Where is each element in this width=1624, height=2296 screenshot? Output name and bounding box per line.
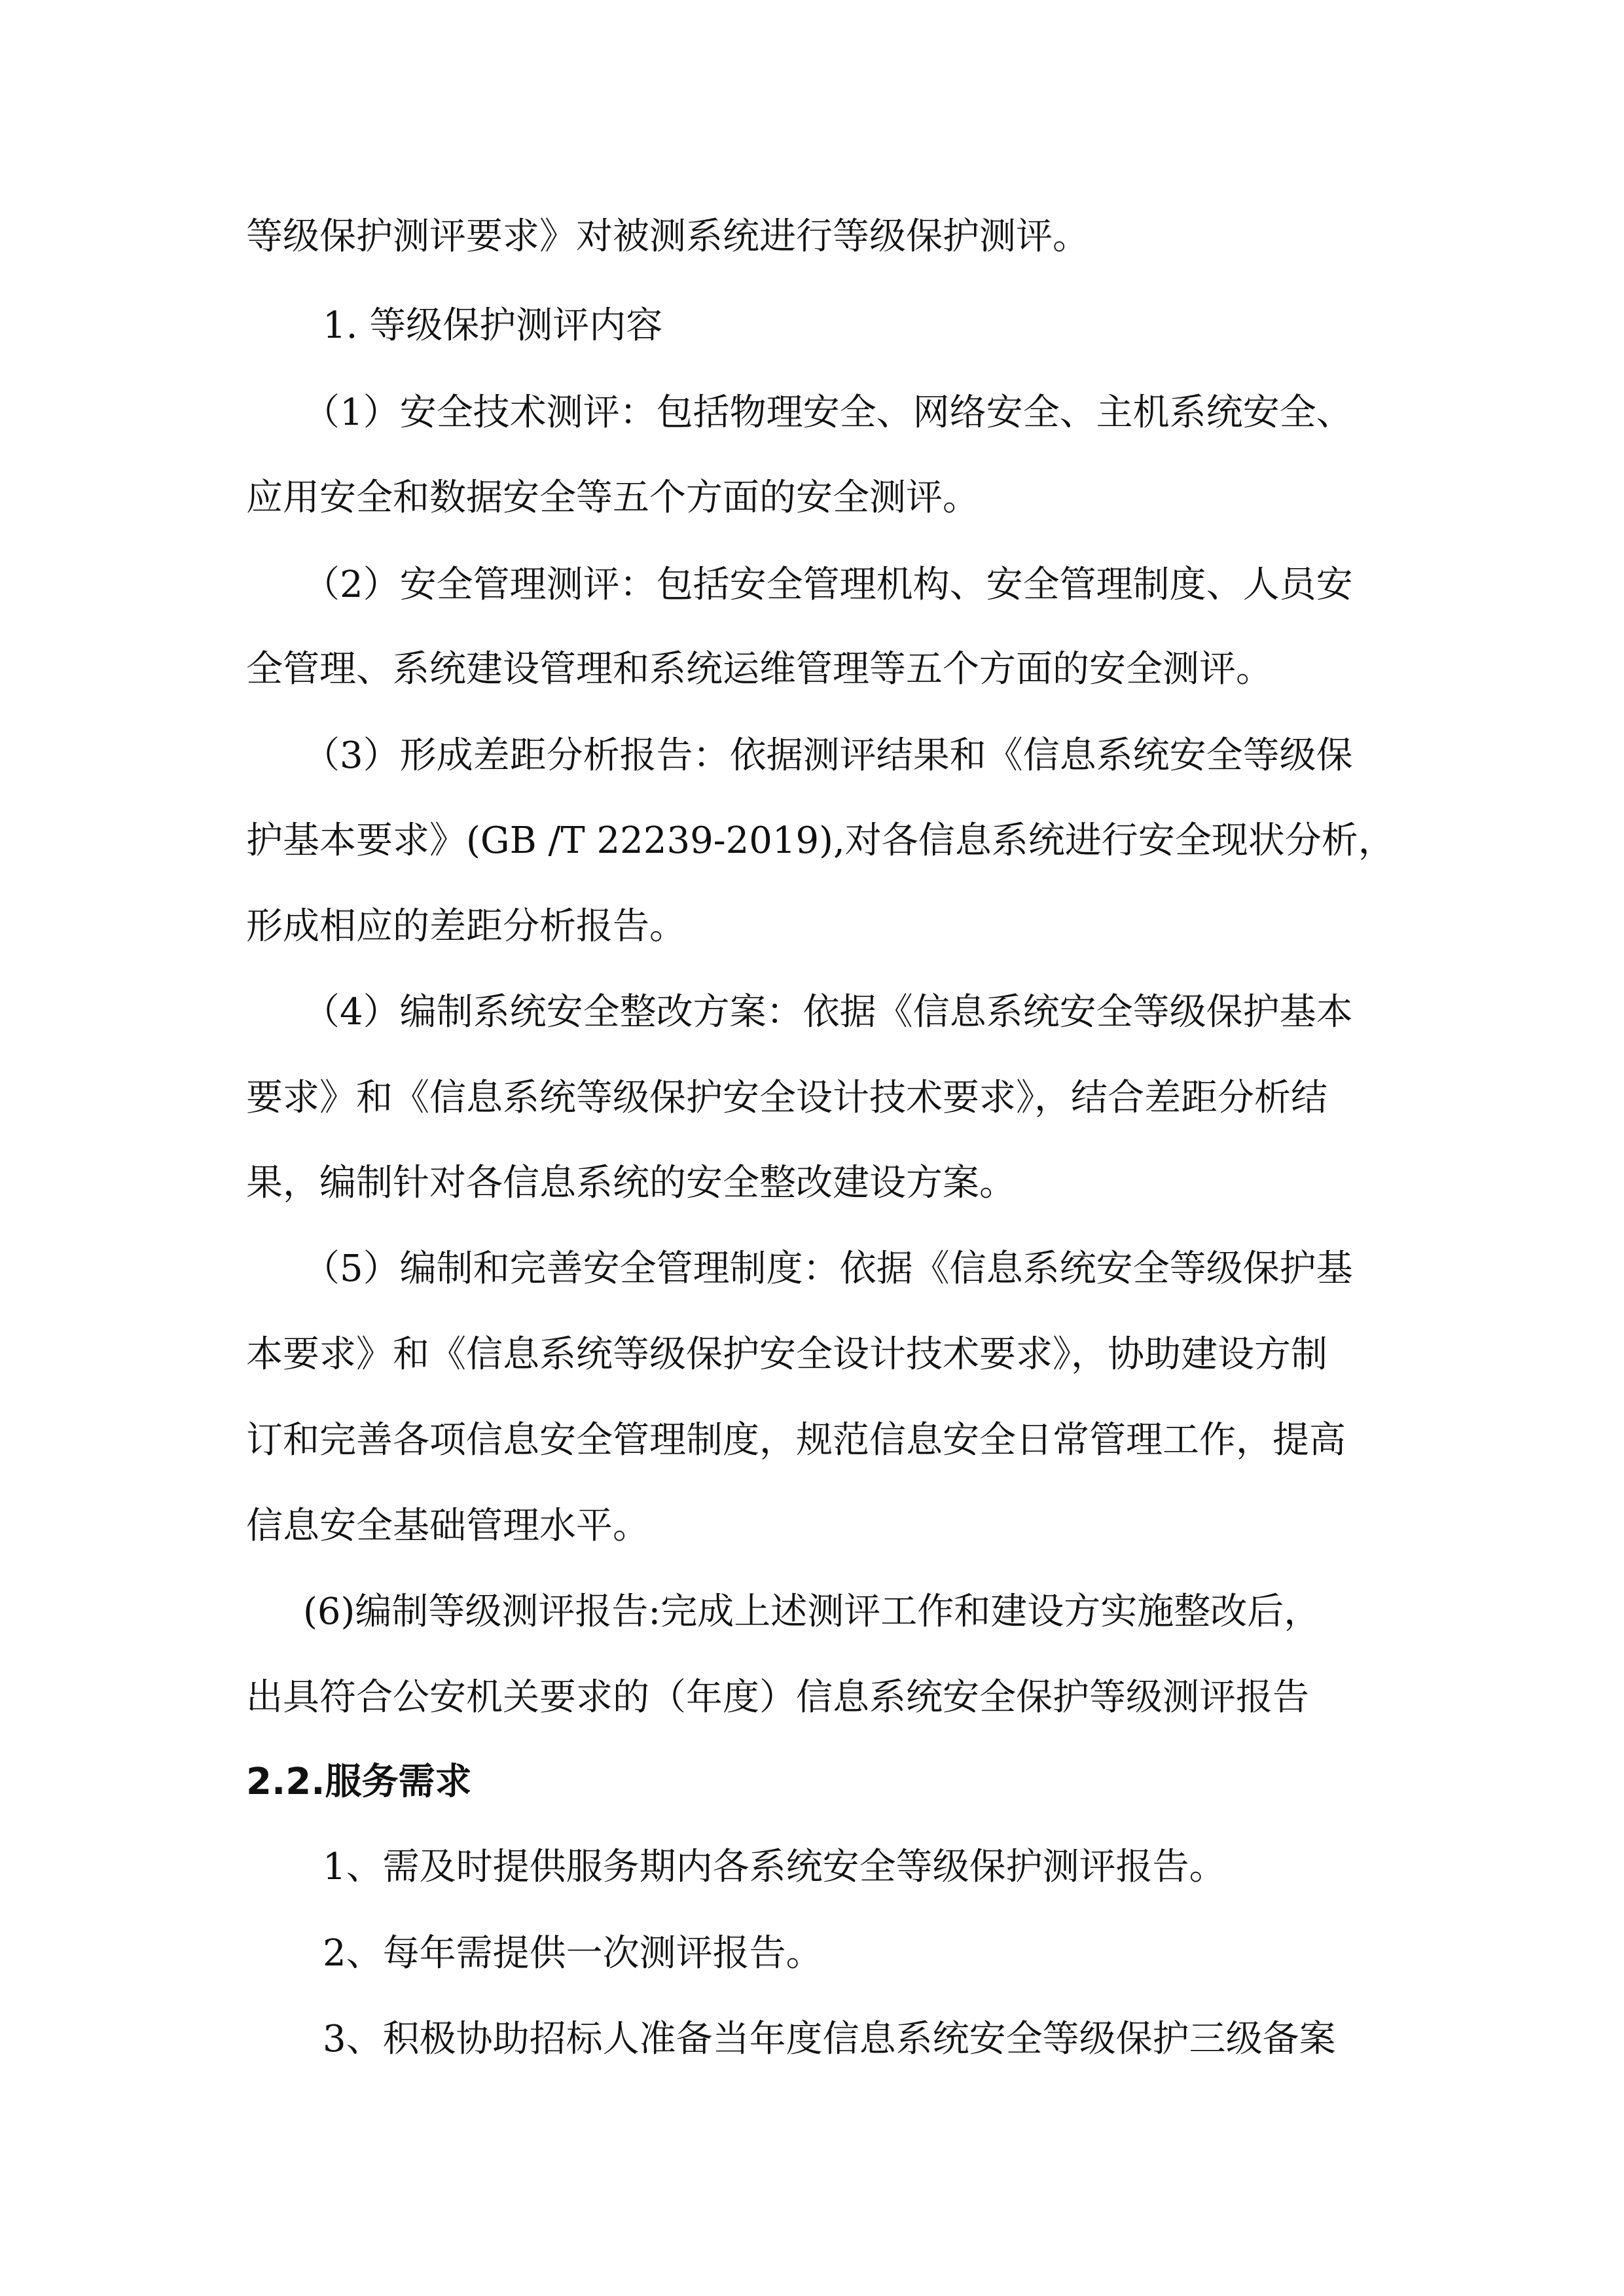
text-line-20: 1、需及时提供服务期内各系统安全等级保护测评报告。 bbox=[323, 1846, 1226, 1888]
text-line-6: 全管理、系统建设管理和系统运维管理等五个方面的安全测评。 bbox=[246, 648, 1272, 691]
text-line-5: （2）安全管理测评：包括安全管理机构、安全管理制度、人员安 bbox=[303, 564, 1353, 606]
text-line-14: 本要求》和《信息系统等级保护安全设计技术要求》，协助建设方制 bbox=[246, 1333, 1327, 1376]
text-line-1: 等级保护测评要求》对被测系统进行等级保护测评。 bbox=[246, 215, 1089, 258]
text-line-9: 形成相应的差距分析报告。 bbox=[246, 905, 686, 948]
text-line-12: 果，编制针对各信息系统的安全整改建设方案。 bbox=[246, 1162, 1016, 1204]
text-line-7: （3）形成差距分析报告：依据测评结果和《信息系统安全等级保 bbox=[303, 734, 1353, 777]
text-line-3: （1）安全技术测评：包括物理安全、网络安全、主机系统安全、 bbox=[303, 391, 1353, 434]
text-line-13: （5）编制和完善安全管理制度：依据《信息系统安全等级保护基 bbox=[303, 1247, 1353, 1290]
text-line-2: 1. 等级保护测评内容 bbox=[323, 304, 663, 347]
text-line-10: （4）编制系统安全整改方案：依据《信息系统安全等级保护基本 bbox=[303, 991, 1353, 1033]
text-line-22: 3、积极协助招标人准备当年度信息系统安全等级保护三级备案 bbox=[323, 2018, 1336, 2060]
section-heading: 2.2.服务需求 bbox=[246, 1761, 472, 1803]
text-line-17: (6)编制等级测评报告:完成上述测评工作和建设方实施整改后， bbox=[303, 1590, 1321, 1633]
text-line-16: 信息安全基础管理水平。 bbox=[246, 1505, 649, 1547]
text-line-18: 出具符合公安机关要求的（年度）信息系统安全保护等级测评报告 bbox=[246, 1676, 1309, 1719]
text-line-11: 要求》和《信息系统等级保护安全设计技术要求》，结合差距分析结 bbox=[246, 1077, 1327, 1119]
text-line-15: 订和完善各项信息安全管理制度，规范信息安全日常管理工作，提高 bbox=[246, 1419, 1346, 1462]
text-line-21: 2、每年需提供一次测评报告。 bbox=[323, 1932, 823, 1975]
text-line-8: 护基本要求》(GB /T 22239-2019),对各信息系统进行安全现状分析， bbox=[246, 819, 1395, 862]
text-line-4: 应用安全和数据安全等五个方面的安全测评。 bbox=[246, 476, 979, 519]
